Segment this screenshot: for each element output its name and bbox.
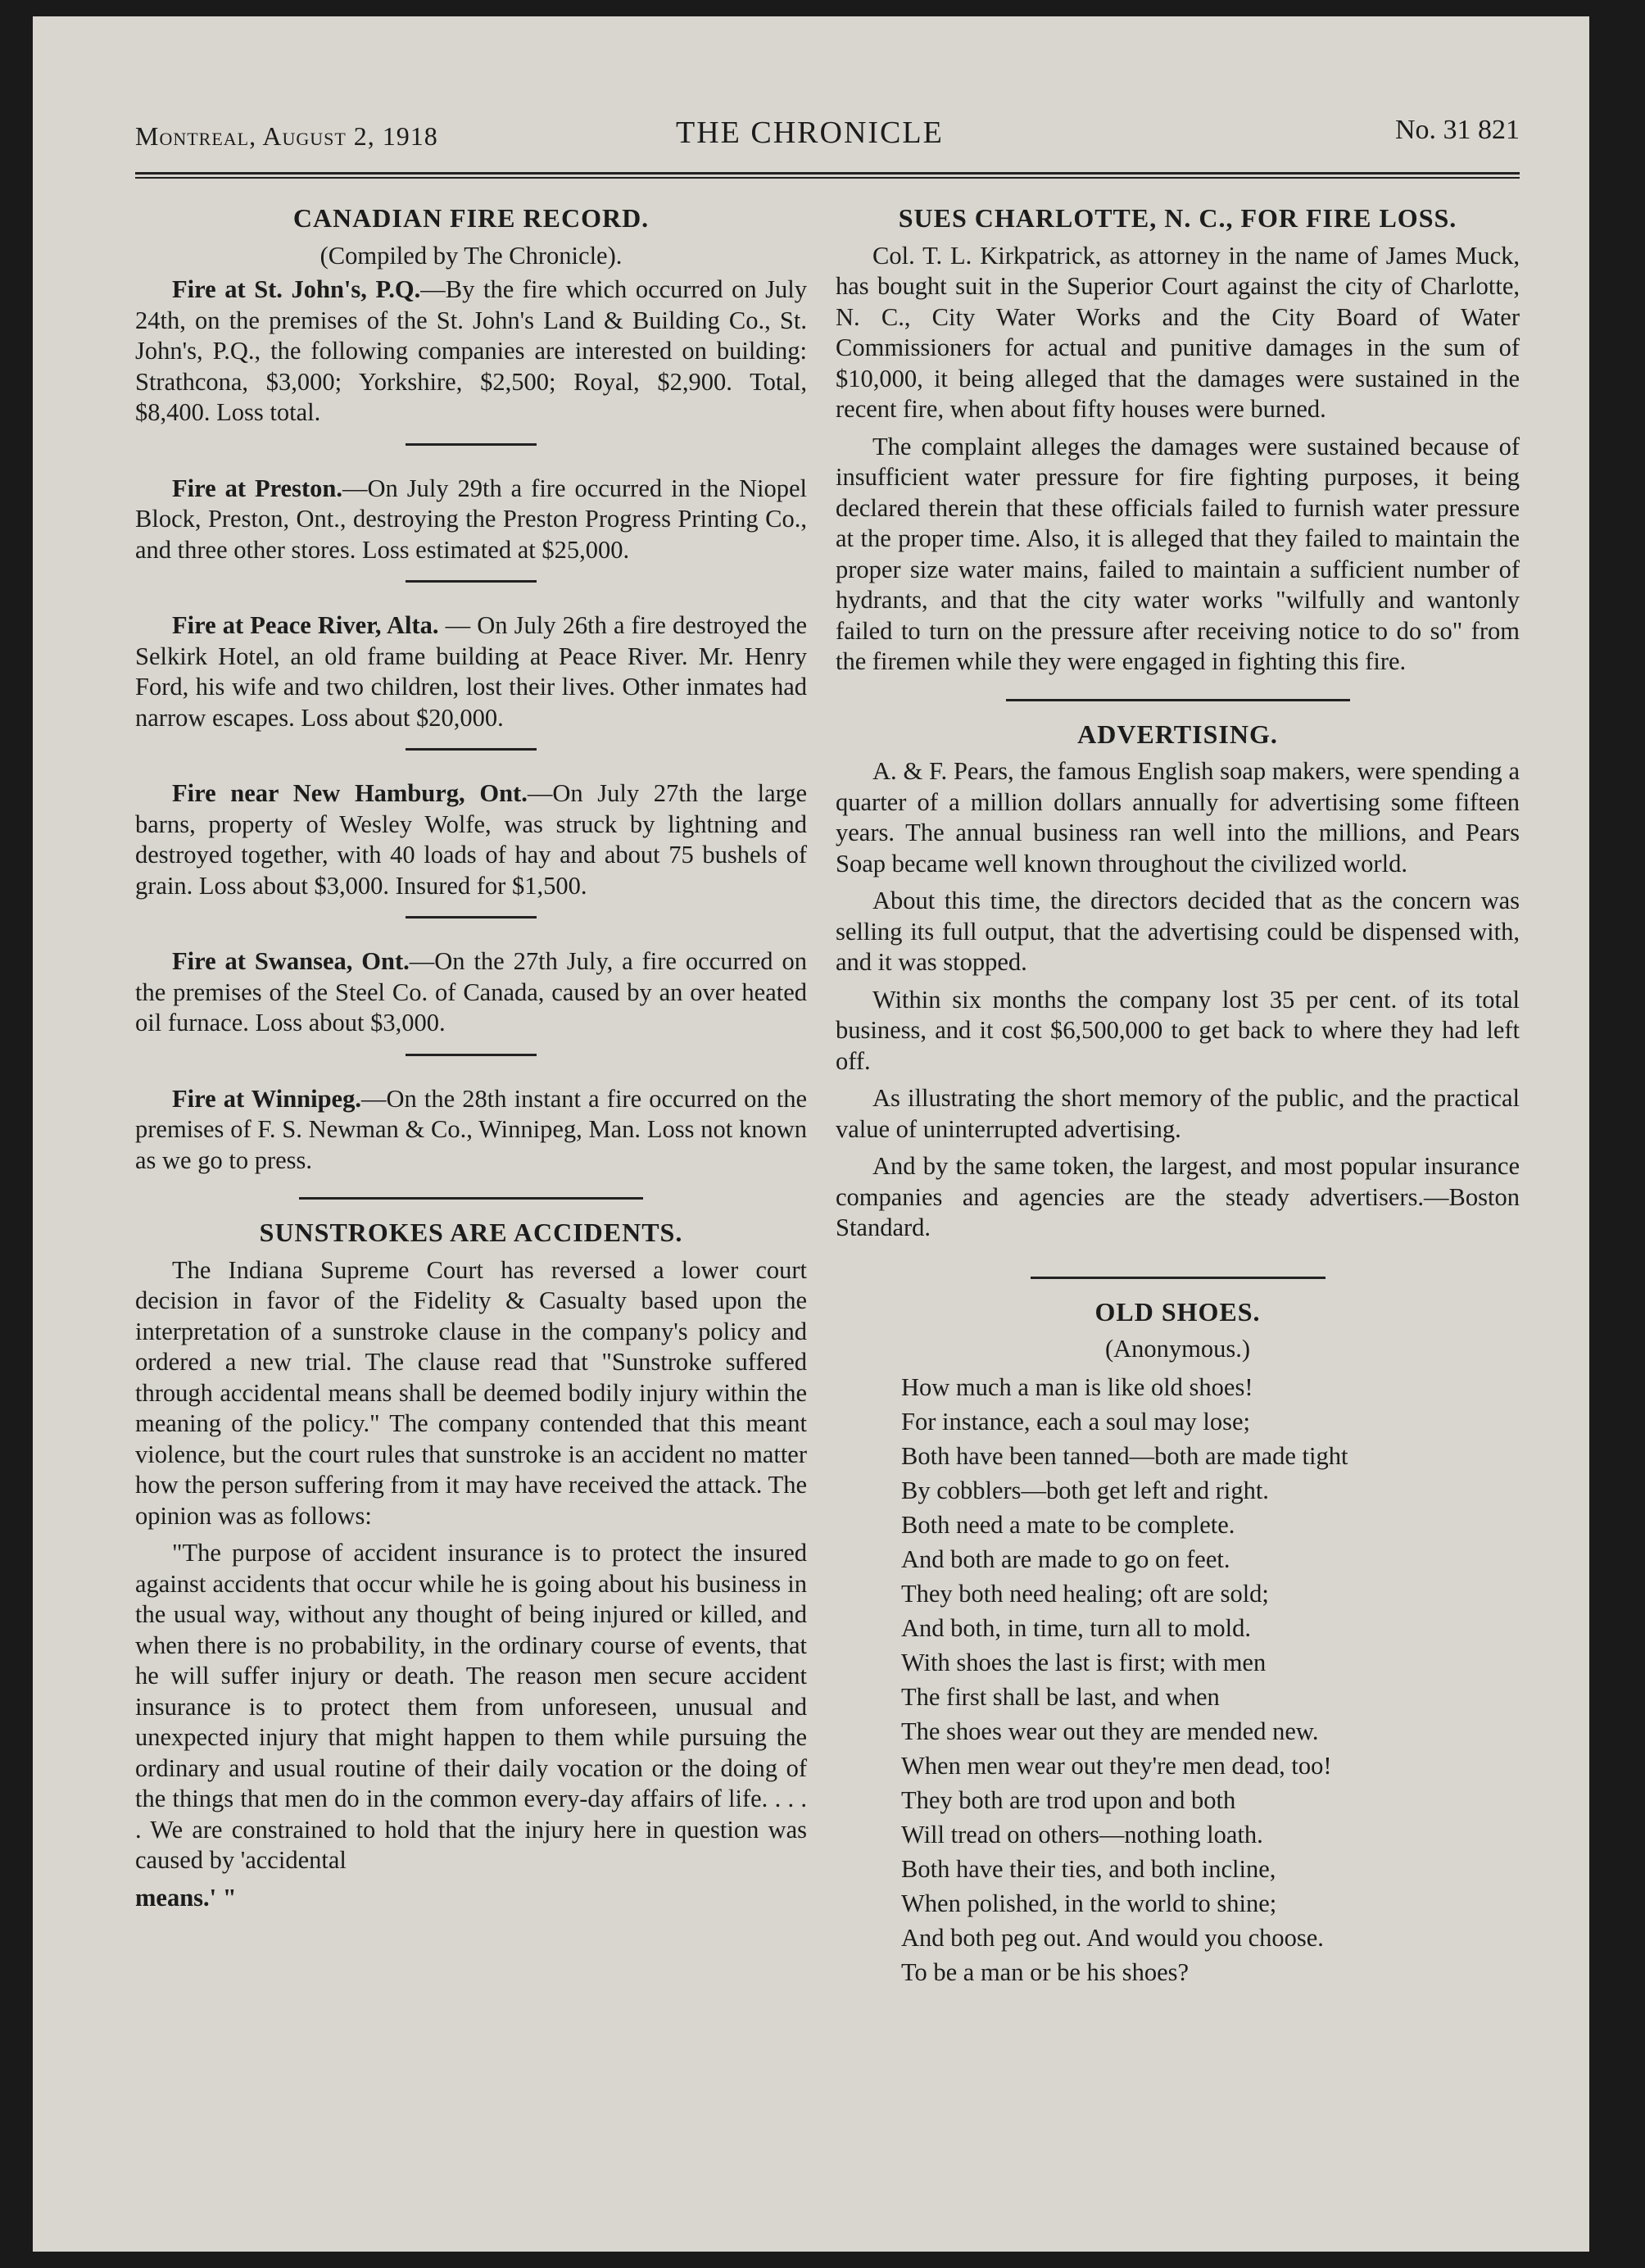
charlotte-title: SUES CHARLOTTE, N. C., FOR FIRE LOSS. <box>898 203 1457 233</box>
old-shoes-title: OLD SHOES. <box>1094 1296 1261 1327</box>
poem-line: The shoes wear out they are mended new. <box>901 1717 1319 1745</box>
poem-line: And both are made to go on feet. <box>901 1545 1230 1573</box>
advertising-paragraph: As illustrating the short memory of the public, and the practical value of uninterrupted advertising. <box>836 1084 1520 1143</box>
fire-item <box>135 1084 807 1177</box>
poem-line: With shoes the last is first; with men <box>901 1648 1267 1676</box>
section-divider <box>1006 699 1350 701</box>
fire-item-lead: Fire at Winnipeg. <box>172 1084 361 1113</box>
poem-line: When polished, in the world to shine; <box>901 1889 1277 1917</box>
divider <box>406 748 537 751</box>
right-column <box>836 203 1520 1989</box>
section-divider <box>299 1197 643 1200</box>
fire-item-lead: Fire at Preston. <box>172 474 342 502</box>
fire-record-title: CANADIAN FIRE RECORD. <box>292 203 650 233</box>
fire-item-lead: Fire at Swansea, Ont. <box>172 947 410 975</box>
charlotte-paragraph: The complaint alleges the damages were sustained because of insufficient water pressure for fire fighting purposes, it being declared therein that these officials failed to furnish water pressure at the proper time. Also, it is alleged that they failed to maintain the proper size water mains, failed to maintain a sufficient number of hydrants, and that the city water works "wilfully and wantonly failed to turn on the pressure after receiving notice to do so" from the firemen while they were engaged in fighting this fire. <box>836 432 1520 675</box>
sunstrokes-quote: "The purpose of accident insurance is to protect the insured against accidents that occur while he is going about his business in the usual way, without any thought of being injured or killed, and when there is no probability, in the ordinary course of events, that he will suffer injury or death. The reason men secure accident insurance is to protect them from unforeseen, unusual and unexpected injury that might happen to them while pursuing the ordinary and usual routine of their daily vocation or the doing of the things that men do in the common every-day affairs of life. . . . . We are constrained to hold that the injury here in question was caused by 'accidental <box>135 1539 807 1874</box>
fire-item-text: —On the 27th July, a fire occurred on the premises of the Steel Co. of Canada, caused by an over heated oil furnace. Loss about $3,000. <box>135 947 807 1036</box>
left-column <box>135 203 807 1913</box>
fire-item-text: —By the fire which occurred on July 24th, on the premises of the St. John's Land & Building Co., St. John's, P.Q., the following companies are interested on building: Strathcona, $3,000; Yorkshire, $2,500; Royal, $2,900. Total, $8,400. Loss total. <box>135 275 807 426</box>
fire-record-subtitle: (Compiled by The Chronicle). <box>319 241 623 270</box>
fire-item <box>135 274 807 429</box>
publication-title: THE CHRONICLE <box>676 116 944 150</box>
fire-item-lead: Fire at St. John's, P.Q. <box>172 275 421 303</box>
poem-line: Will tread on others—nothing loath. <box>901 1820 1263 1848</box>
poem-line: When men wear out they're men dead, too! <box>901 1751 1332 1780</box>
fire-item <box>135 610 807 733</box>
sunstrokes-paragraph: The Indiana Supreme Court has reversed a lower court decision in favor of the Fidelity & Casualty based upon the interpretation of a sunstroke clause in the company's policy and ordered a new trial. The clause read that "Sunstroke suffered through accidental means shall be deemed bodily injury within the meaning of the policy." The company contended that this meant violence, but the court rules that sunstroke is an accident no matter how the person suffering from it may have received the attack. The opinion was as follows: <box>135 1255 807 1530</box>
fire-item-lead: Fire near New Hamburg, Ont. <box>172 779 528 807</box>
fire-item-text: —On July 27th the large barns, property of Wesley Wolfe, was struck by lightning and destroyed together, with 40 loads of hay and about 75 bushels of grain. Loss about $3,000. Insured for $1,500. <box>135 779 807 900</box>
advertising-paragraph: A. & F. Pears, the famous English soap makers, were spending a quarter of a million dollars annually for advertising some fifteen years. The annual business ran well into the millions, and Pears Soap became well known throughout the civilized world. <box>836 757 1520 878</box>
advertising-paragraph: Within six months the company lost 35 per cent. of its total business, and it cost $6,500,000 to get back to where they had left off. <box>836 985 1520 1075</box>
advertising-title: ADVERTISING. <box>1077 719 1278 749</box>
old-shoes-poem <box>901 1370 1520 1989</box>
divider <box>406 443 537 446</box>
fire-item-lead: Fire at Peace River, Alta. <box>172 611 439 639</box>
section-divider <box>1031 1277 1326 1279</box>
sunstrokes-quote-end: means.' " <box>135 1883 237 1912</box>
fire-item-text: — On July 26th a fire destroyed the Selkirk Hotel, an old frame building at Peace River. Mr. Henry Ford, his wife and two children, lost their lives. Other inmates had narrow escapes. Loss about $20,000. <box>135 611 808 732</box>
sunstrokes-title: SUNSTROKES ARE ACCIDENTS. <box>259 1218 683 1247</box>
old-shoes-subtitle: (Anonymous.) <box>1104 1335 1251 1363</box>
fire-item <box>135 474 807 566</box>
fire-item <box>135 946 807 1039</box>
poem-line: They both are trod upon and both <box>901 1785 1236 1814</box>
issue-page-number: No. 31 821 <box>1394 115 1520 145</box>
poem-line: They both need healing; oft are sold; <box>901 1579 1269 1608</box>
divider <box>406 580 537 583</box>
poem-line: By cobblers—both get left and right. <box>901 1476 1269 1504</box>
poem-line: Both have their ties, and both incline, <box>901 1854 1276 1883</box>
divider <box>406 916 537 919</box>
fire-item-text: —On July 29th a fire occurred in the Niopel Block, Preston, Ont., destroying the Preston Progress Printing Co., and three other stores. Loss estimated at $25,000. <box>135 474 807 564</box>
fire-item-text: —On the 28th instant a fire occurred on the premises of F. S. Newman & Co., Winnipeg, Man. Loss not known as we go to press. <box>135 1084 807 1174</box>
page-header <box>135 107 1520 156</box>
fire-item <box>135 778 807 901</box>
header-rule <box>135 172 1520 179</box>
charlotte-paragraph: Col. T. L. Kirkpatrick, as attorney in the name of James Muck, has bought suit in the Superior Court against the city of Charlotte, N. C., City Water Works and the City Board of Water Commissioners for actual and punitive damages in the sum of $10,000, it being alleged that the damages were sustained in the recent fire, when about fifty houses were burned. <box>836 241 1520 423</box>
poem-line: The first shall be last, and when <box>901 1682 1220 1711</box>
divider <box>406 1054 537 1056</box>
newspaper-page <box>33 16 1589 2252</box>
advertising-paragraph: And by the same token, the largest, and most popular insurance companies and agencies are the steady advertisers.—Boston Standard. <box>836 1152 1520 1241</box>
poem-line: For instance, each a soul may lose; <box>901 1407 1251 1436</box>
poem-line: Both have been tanned—both are made tight <box>901 1441 1348 1470</box>
header-date: Montreal, August 2, 1918 <box>135 121 438 151</box>
poem-line: And both peg out. And would you choose. <box>901 1923 1324 1952</box>
poem-line: Both need a mate to be complete. <box>901 1510 1235 1539</box>
poem-line: How much a man is like old shoes! <box>901 1372 1253 1401</box>
poem-line: And both, in time, turn all to mold. <box>901 1613 1251 1642</box>
poem-line: To be a man or be his shoes? <box>901 1957 1190 1986</box>
advertising-paragraph: About this time, the directors decided that as the concern was selling its full output, that the advertising could be dispensed with, and it was stopped. <box>836 887 1520 976</box>
